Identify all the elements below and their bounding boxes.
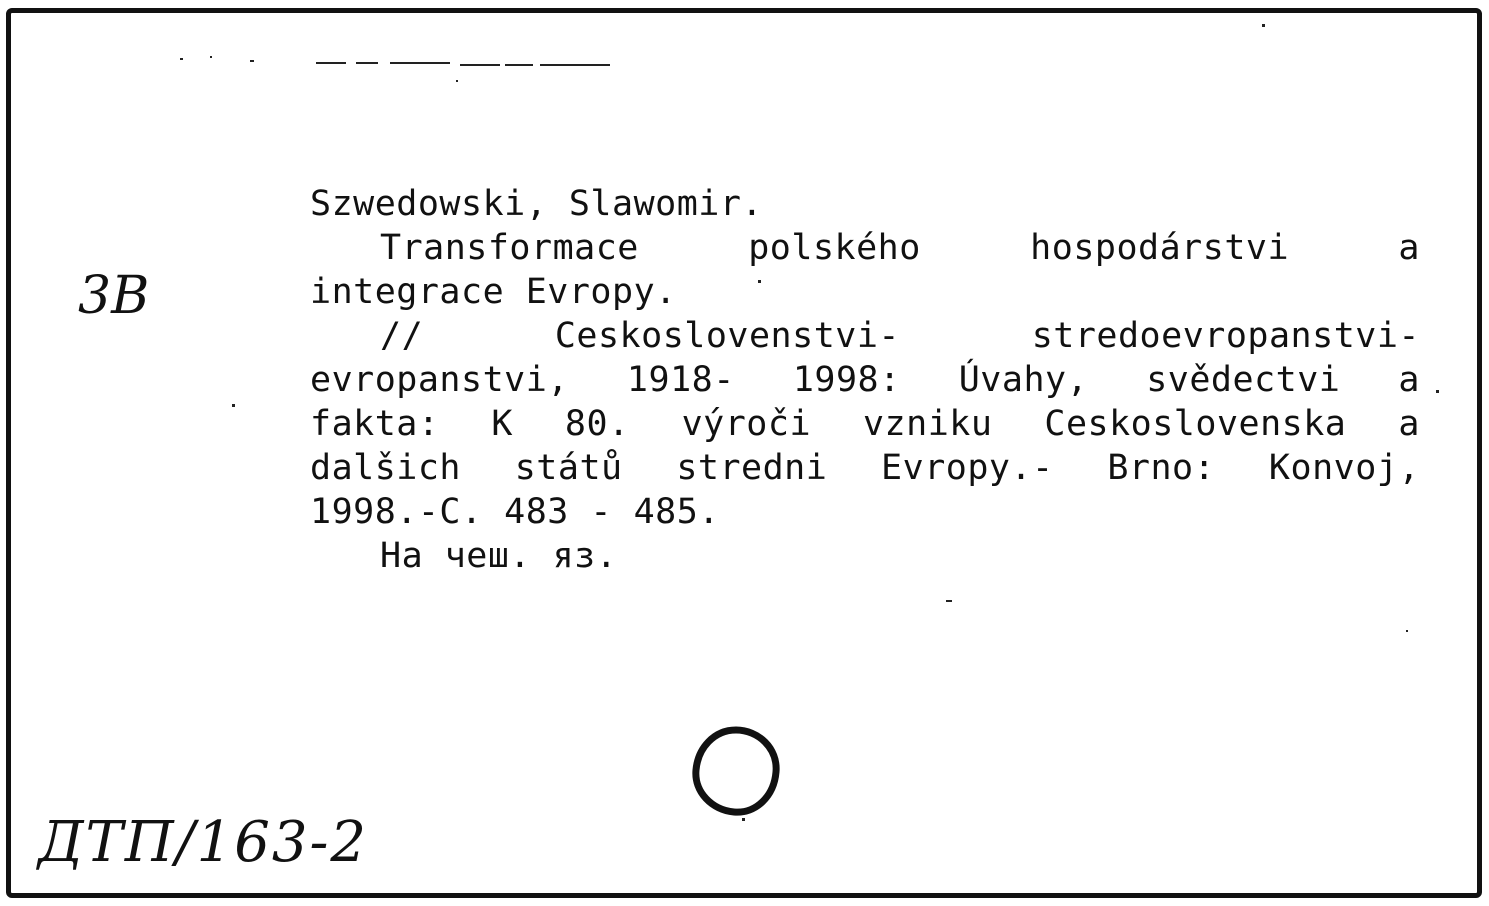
title-word: polského — [748, 228, 921, 268]
source-word: evropanstvi, — [310, 360, 569, 400]
author-line: Szwedowski, Slawomir. — [310, 184, 764, 224]
source-word: Ceskoslovenska — [1044, 404, 1347, 444]
source-word: stredni — [676, 448, 828, 488]
catalog-entry — [310, 182, 1420, 578]
source-word: Ceskoslovenstvi- — [554, 316, 900, 356]
language-note: На чеш. яз. — [380, 536, 618, 576]
source-word: Konvoj, — [1268, 448, 1420, 488]
source-word: 1998: — [792, 360, 901, 400]
title-word: hospodárstvi — [1030, 228, 1290, 268]
title-line-2: integrace Evropy. — [310, 272, 677, 312]
source-word: Úvahy, — [958, 360, 1089, 400]
source-word: Evropy.- — [881, 448, 1054, 488]
source-word: svědectvi — [1146, 360, 1341, 400]
source-word: dalšich — [310, 448, 462, 488]
source-word: fakta: — [310, 404, 440, 444]
inventory-number: ДТП/163-2 — [38, 810, 369, 875]
title-word: a — [1398, 228, 1420, 268]
source-word: států — [514, 448, 623, 488]
punch-hole-icon — [686, 722, 786, 822]
source-line-2 — [310, 358, 1420, 402]
source-word: // — [380, 316, 424, 356]
source-word: stredoevropanstvi- — [1031, 316, 1420, 356]
title-word: Transformace — [380, 228, 639, 268]
source-word: vzniku — [862, 404, 993, 444]
title-line-1 — [310, 226, 1420, 270]
source-line-4 — [310, 446, 1420, 490]
source-line-5: 1998.-C. 483 - 485. — [310, 492, 720, 532]
shelf-mark: 3B — [78, 266, 150, 326]
source-word: výroči — [681, 404, 812, 444]
source-word: a — [1398, 404, 1420, 444]
source-line-1 — [310, 314, 1420, 358]
source-word: a — [1398, 360, 1420, 400]
source-word: K — [491, 404, 513, 444]
source-word: Brno: — [1107, 448, 1216, 488]
source-word: 80. — [564, 404, 630, 444]
source-word: 1918- — [626, 360, 735, 400]
source-line-3 — [310, 402, 1420, 446]
